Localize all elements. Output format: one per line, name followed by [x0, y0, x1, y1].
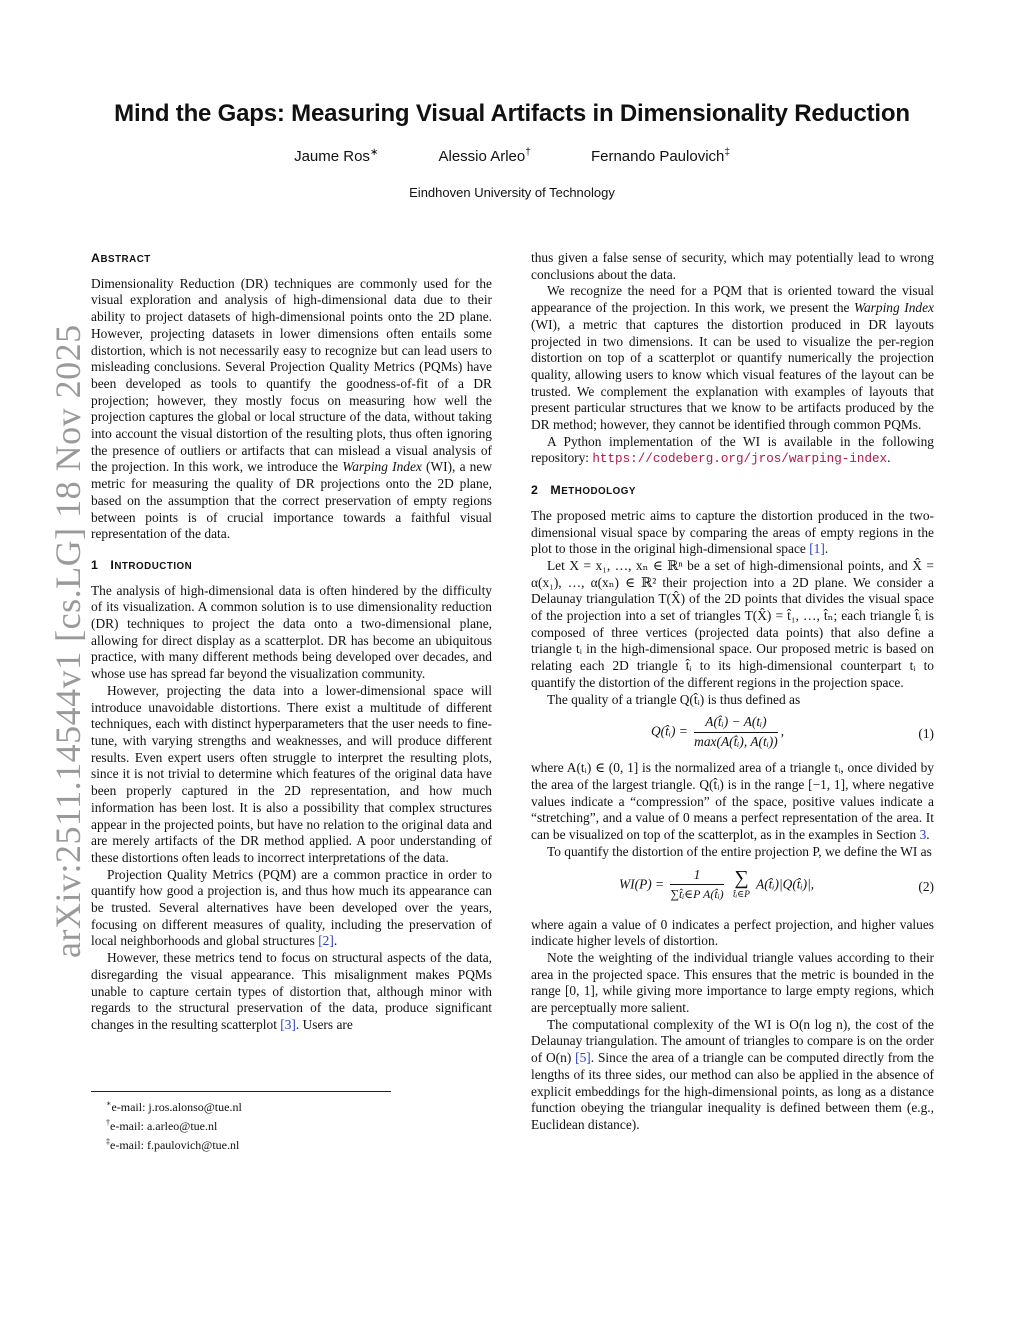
footnotes: [106, 1096, 486, 1153]
method-paragraph-3: The quality of a triangle Q(t̂ᵢ) is thus defined as: [547, 691, 801, 707]
citation-link[interactable]: [3]: [280, 1016, 296, 1032]
equation-2-numerator: 1: [670, 867, 723, 886]
affiliation: Eindhoven University of Technology: [409, 185, 615, 200]
equation-1: Q(t̂ᵢ) = $\frac{\text{A(t̂ᵢ) − A(tᵢ)}}{\text{max(A(t̂ᵢ), A(tᵢ))}}$ , (1): [651, 714, 934, 749]
equation-1-label: (1): [918, 726, 934, 742]
section-link[interactable]: 3: [919, 827, 927, 843]
equation-1-denominator: max(A(t̂ᵢ), A(tᵢ)): [694, 733, 778, 749]
author-paulovich: Fernando Paulovich‡: [590, 147, 730, 165]
equation-2-label: (2): [918, 878, 934, 894]
footnote-ros: ∗e-mail: j.ros.alonso@tue.nl: [106, 1099, 242, 1114]
left-column: [91, 250, 492, 1034]
citation-link[interactable]: [5]: [575, 1050, 591, 1066]
intro-paragraph-2: However, projecting the data into a lower-dimensional space will introduce unavoidable distortions. There exist a multitude of different techniques, each with distinct hyperparameters that the user needs to fine-tune, with varying strengths and weaknesses, and will produce different results. Even expert users often struggle to interpret the resulting plots, since it is not trivial to determine which features of the original data have been properly captured in the 2D representation, and how much information has been lost. It is also a possibility that complex structures appear in the projected points, but have no relation to the original data and are merely artifacts of the DR method applied. A poor understanding of these distortions often leads to incorrect interpretations of the data.: [91, 682, 492, 865]
equation-2-lhs: WI(P) =: [619, 875, 665, 891]
citation-link[interactable]: [1]: [809, 541, 825, 557]
equation-1-numerator: A(t̂ᵢ) − A(tᵢ): [694, 714, 778, 733]
intro-paragraph-4-continued: thus given a false sense of security, which may potentially lead to wrong conclusions about the data.: [531, 250, 934, 282]
equation-2-rhs: A(t̂ᵢ)|Q(t̂ᵢ)|,: [756, 875, 815, 891]
author-arleo: Alessio Arleo†: [438, 147, 531, 165]
intro-paragraph-4: However, these metrics tend to focus on structural aspects of the data, disregarding the visual appearance. This misalignment makes PQMs unable to capture certain types of distortion that, although minor with regards to the structural preservation of the data, produce significant changes in the resulting scatterplot [3]. Users are: [91, 950, 492, 1032]
author-list: [0, 147, 1024, 165]
equation-2-denominator: ∑t̂ᵢ∈P A(t̂ᵢ): [670, 887, 724, 902]
repository-link[interactable]: https://codeberg.org/jros/warping-index: [592, 452, 888, 467]
method-paragraph-6: where again a value of 0 indicates a perfect projection, and higher values indicate higher levels of distortion.: [531, 916, 934, 949]
methodology-heading: 2 METHODOLOGY: [531, 483, 636, 498]
method-paragraph-1: The proposed metric aims to capture the distortion produced in the two-dimensional visual space by comparing the areas of empty regions in the plot to those in the original high-dimensional space [1].: [531, 507, 934, 557]
intro-paragraph-6: A Python implementation of the WI is available in the following repository: https://codeberg.org/jros/warping-index.: [531, 433, 934, 467]
equation-2: [531, 867, 934, 911]
summation-symbol: ∑ t̂ᵢ∈P: [732, 866, 750, 900]
method-paragraph-8: The computational complexity of the WI is O(n log n), the cost of the Delaunay triangulation. The amount of triangles to compare is on the order of O(n) [5]. Since the area of a triangle can be computed directly from the lengths of its three sides, our method can also be applied in the absence of explicit embeddings for the high-dimensional points, as long as a distance function obeying the triangular inequality is defined between them (e.g., Euclidean distance).: [531, 1016, 934, 1132]
method-paragraph-7: Note the weighting of the individual triangle values according to their area in the projected space. This ensures that the metric is bounded in the range [0, 1], while giving more importance to large empty regions, which are perceptually more salient.: [531, 949, 934, 1016]
intro-paragraph-5: We recognize the need for a PQM that is oriented toward the visual appearance of the projection. In this work, we present the Warping Index (WI), a metric that captures the distortion produced in DR layouts projected in two dimensions. It can be used to visualize the per-region distortion on top of a scatterplot or quantify numerically the projection quality, allowing users to know which visual features of the layout can be trusted. We complement the explanation with examples of layouts that present particular structures that we know to be artifacts produced by the DR method; however, they cannot be identified through common PQMs.: [531, 283, 934, 433]
equation-2-fraction: [670, 867, 723, 903]
abstract-heading: ABSTRACT: [91, 251, 151, 265]
footnote-arleo: †e-mail: a.arleo@tue.nl: [106, 1118, 218, 1133]
abstract-text: Dimensionality Reduction (DR) techniques are commonly used for the visual exploration and analysis of high-dimensional data due to their ability to project datasets of high-dimensional points onto the 2D plane. However, projecting datasets in lower dimensions often entails some distortion, which is not necessarily easy to recognize but can lead users to misleading conclusions. Several Projection Quality Metrics (PQMs) have been developed as tools to quantify the goodness-of-fit of a DR projection; however, they mostly focus on measuring how well the projection captures the global or local structure of the data, without taking into account the visual distortion of the resulting plots, thus often ignoring the presence of outliers or artifacts that can mislead a visual analysis of the projection. In this work, we introduce the Warping Index (WI), a new metric for measuring the quality of DR projections onto the 2D plane, based on the assumption that the correct preservation of empty regions between points is of crucial importance towards a faithful visual representation of the data.: [91, 275, 492, 542]
method-paragraph-2: Let X = x₁, …, xₙ ∈ ℝⁿ be a set of high-dimensional points, and X̂ = α(x₁), …, α(xₙ) ∈ ℝ² their projection into a 2D plane. We consider a Delaunay triangulation T(X̂) of the 2D points that divides the visual space of the projection into a set of triangles T(X̂) = t̂₁, …, t̂ₙ; each triangle t̂ᵢ is composed of three vertices (projected data points) that also define a triangle tᵢ in the high-dimensional space. Our proposed metric is based on relating each 2D triangle t̂ᵢ to its high-dimensional counterpart tᵢ to quantify the distortion of the different regions in the projection space.: [531, 557, 934, 690]
intro-paragraph-1: The analysis of high-dimensional data is often hindered by the difficulty of its visualization. A common solution is to use dimensionality reduction (DR) techniques to project the data onto a two-dimensional plane, allowing for direct display as a scatterplot. DR has become an ubiquitous practice, with many different methods being developed over decades, and whose use has spread far beyond the visualization community.: [91, 582, 492, 682]
arxiv-stamp: arXiv:2511.14544v1 [cs.LG] 18 Nov 2025: [48, 324, 88, 958]
introduction-heading: 1 INTRODUCTION: [91, 557, 193, 572]
method-paragraph-5: To quantify the distortion of the entire projection P, we define the WI as: [547, 843, 932, 859]
method-paragraph-4: where A(tᵢ) ∈ (0, 1] is the normalized area of a triangle tᵢ, once divided by the area of the largest triangle. Q(t̂ᵢ) is in the range [−1, 1], where negative values indicate a “compression” of the space, positive values indicate a “stretching”, and a value of 0 means a perfect representation of the area. It can be visualized on top of the scatterplot, as in the examples in Section 3.: [531, 760, 934, 843]
footnote-divider: [91, 1091, 391, 1092]
equation-1-fraction: [694, 714, 778, 750]
author-ros: Jaume Ros∗: [294, 147, 379, 165]
footnote-paulovich: ‡e-mail: f.paulovich@tue.nl: [106, 1137, 240, 1152]
citation-link[interactable]: [2]: [318, 933, 334, 949]
paper-title: Mind the Gaps: Measuring Visual Artifacts in Dimensionality Reduction: [114, 100, 910, 127]
right-column: [531, 250, 934, 1134]
equation-1-lhs: Q(t̂ᵢ) =: [651, 723, 688, 739]
intro-paragraph-3: Projection Quality Metrics (PQM) are a common practice in order to quantify how good a projection is, and thus how much its appearance can be trusted. Several alternatives have been developed over the years, focusing on different measures of quality, including the preservation of local neighborhoods and global structures [2].: [91, 866, 492, 949]
